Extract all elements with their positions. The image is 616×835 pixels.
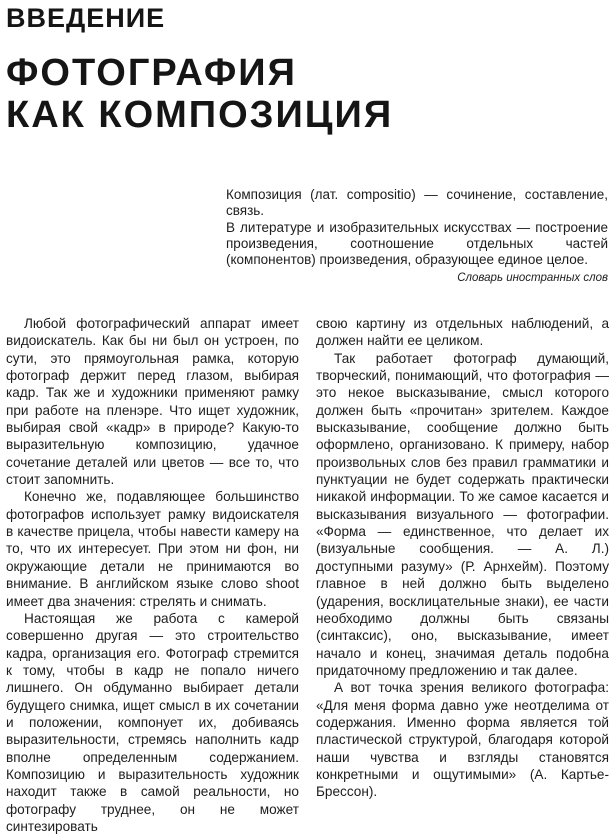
paragraph: Любой фотографический аппарат имеет видоискатель. Как бы ни был он устроен, по сути, это прямоугольная рамка, которую фотограф держит перед глазом, выбирая кадр. Так же и художники применяют рамку при работе на пленэре. Что ищет художник, выбирая свой «кадр» в природе? Какую-то выразительную композицию, удачное сочетание деталей или цветов — все то, что стоит запомнить. [6,316,299,488]
paragraph-continuation: свою картину из отдельных наблюдений, а должен найти ее целиком. [316,316,609,349]
epigraph-definition-1: Композиция (лат. compositio) — сочинение, составление, связь. [226,187,608,219]
paragraph: Настоящая же работа с камерой совершенно другая — это строительство кадра, организация его. Фотограф стремится к тому, чтобы в кадр не попало ничего лишнего. Он обдуманно выбирает детали будущего снимка, ищет смысл в их сочетании и положении, компонует их, добиваясь выразительности, стремясь наполнить кадр вполне определенным содержанием. Композицию и выразительность художник находит также в самой реальности, но фотографу труднее, он не может синтезировать [6,610,299,834]
left-column [6,315,299,835]
epigraph [226,187,608,287]
paragraph: Так работает фотограф думающий, творческий, понимающий, что фотография — это некое высказывание, смысл которого должен быть «прочитан» зрителем. Каждое высказывание, сообщение должно быть оформлено, организовано. К примеру, набор произвольных слов без правил грамматики и пунктуации не будет содержать практически никакой информации. То же самое касается и высказывания визуального — фотографии. «Форма — единственное, что делает их (визуальные сообщения. — А. Л.) доступными разуму» (Р. Арнхейм). Поэтому главное в ней должно быть выделено (ударения, восклицательные знаки), ее части необходимо должны быть связаны (синтаксис), оно, высказывание, имеет начало и конец, значимая деталь подобна придаточному предложению и так далее. [316,350,609,678]
epigraph-definition-2: В литературе и изобразительных искусствах — построение произведения, соотношение отдельных частей (компонентов) произведения, образующее единое целое. [226,219,608,268]
epigraph-source: Словарь иностранных слов [457,272,608,285]
right-column [316,315,609,801]
paragraph: А вот точка зрения великого фотографа: «Для меня форма давно уже неотделима от содержания. Именно форма является той пластической структурой, благодаря которой наши чувства и взгляды становятся конкретными и ощутимыми» (А. Картье-Брессон). [316,680,609,800]
title-line-2: КАК КОМПОЗИЦИЯ [6,94,394,136]
title-line-1: ФОТОГРАФИЯ [6,52,297,94]
section-label: ВВЕДЕНИЕ [6,3,166,33]
paragraph: Конечно же, подавляющее большинство фотографов использует рамку видоискателя в качестве прицела, чтобы навести камеру на то, что их интересует. При этом ни фон, ни окружающие детали не принимаются во внимание. В английском языке слово shoot имеет два значения: стрелять и снимать. [6,489,299,609]
page-title [6,52,393,136]
